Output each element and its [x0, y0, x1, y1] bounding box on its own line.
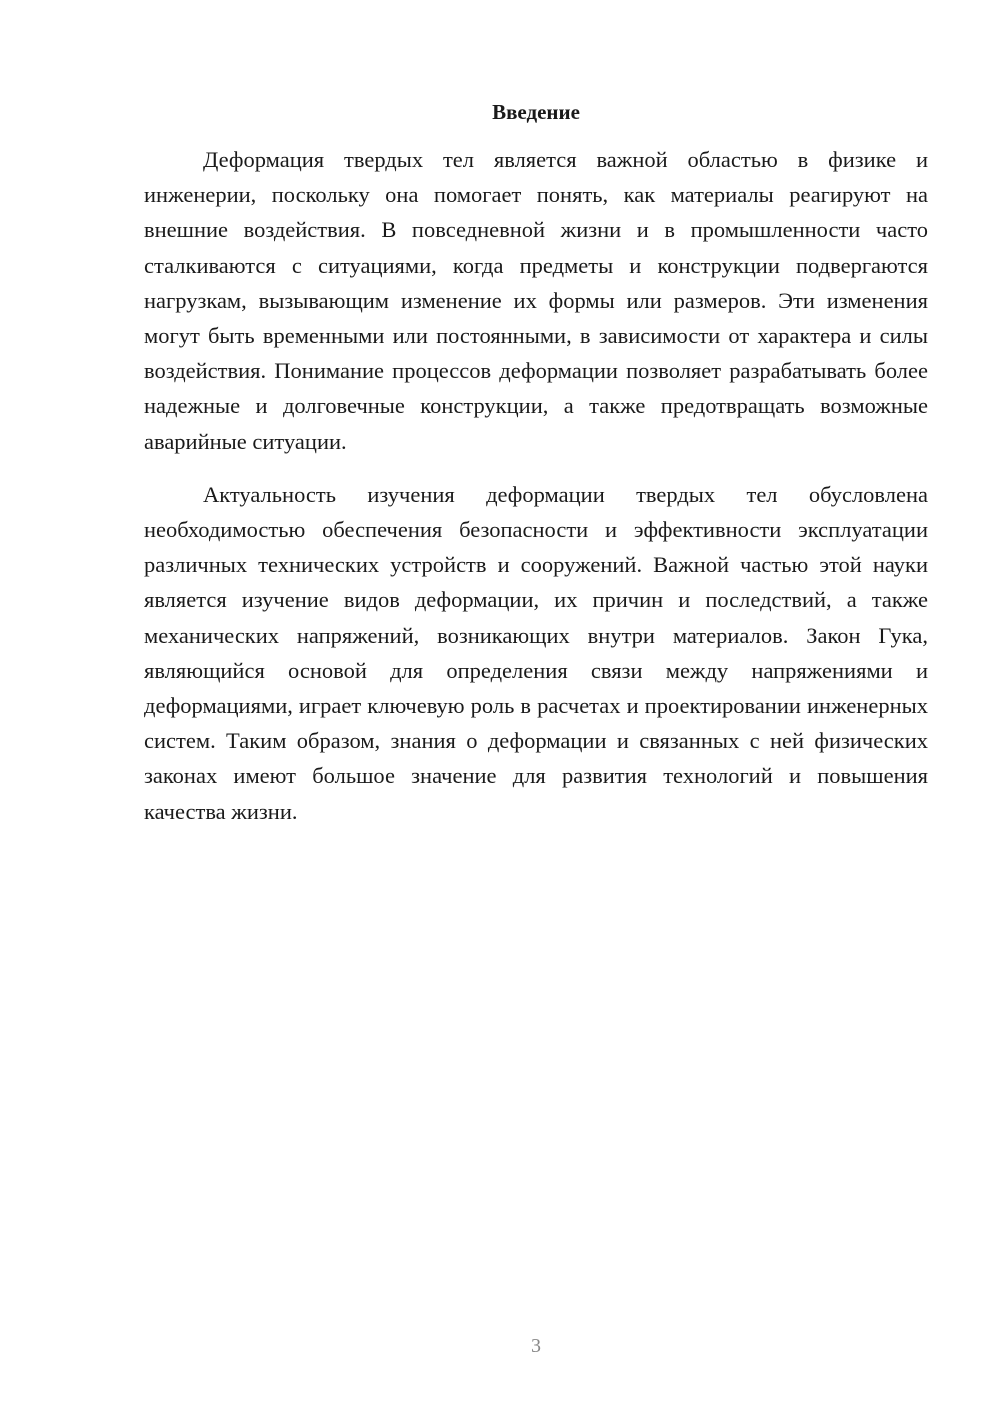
section-heading: Введение	[492, 100, 580, 124]
page-number: 3	[531, 1335, 541, 1357]
paragraph-introduction: Деформация твердых тел является важной областью в физике и инженерии, поскольку она помогает понять, как материалы реагируют на внешние воздействия. В повседневной жизни и в промышленности часто сталкиваются с ситуациями, когда предметы и конструкции подвергаются нагрузкам, вызывающим изменение их формы или размеров. Эти изменения могут быть временными или постоянными, в зависимости от характера и силы воздействия. Понимание процессов деформации позволяет разрабатывать более надежные и долговечные конструкции, а также предотвращать возможные аварийные ситуации.	[144, 147, 928, 454]
paragraph-relevance: Актуальность изучения деформации твердых тел обусловлена необходимостью обеспечения безопасности и эффективности эксплуатации различных технических устройств и сооружений. Важной частью этой науки является изучение видов деформации, их причин и последствий, а также механических напряжений, возникающих внутри материалов. Закон Гука, являющийся основой для определения связи между напряжениями и деформациями, играет ключевую роль в расчетах и проектировании инженерных систем. Таким образом, знания о деформации и связанных с ней физических законах имеют большое значение для развития технологий и повышения качества жизни.	[144, 481, 928, 824]
body-text	[144, 142, 928, 847]
